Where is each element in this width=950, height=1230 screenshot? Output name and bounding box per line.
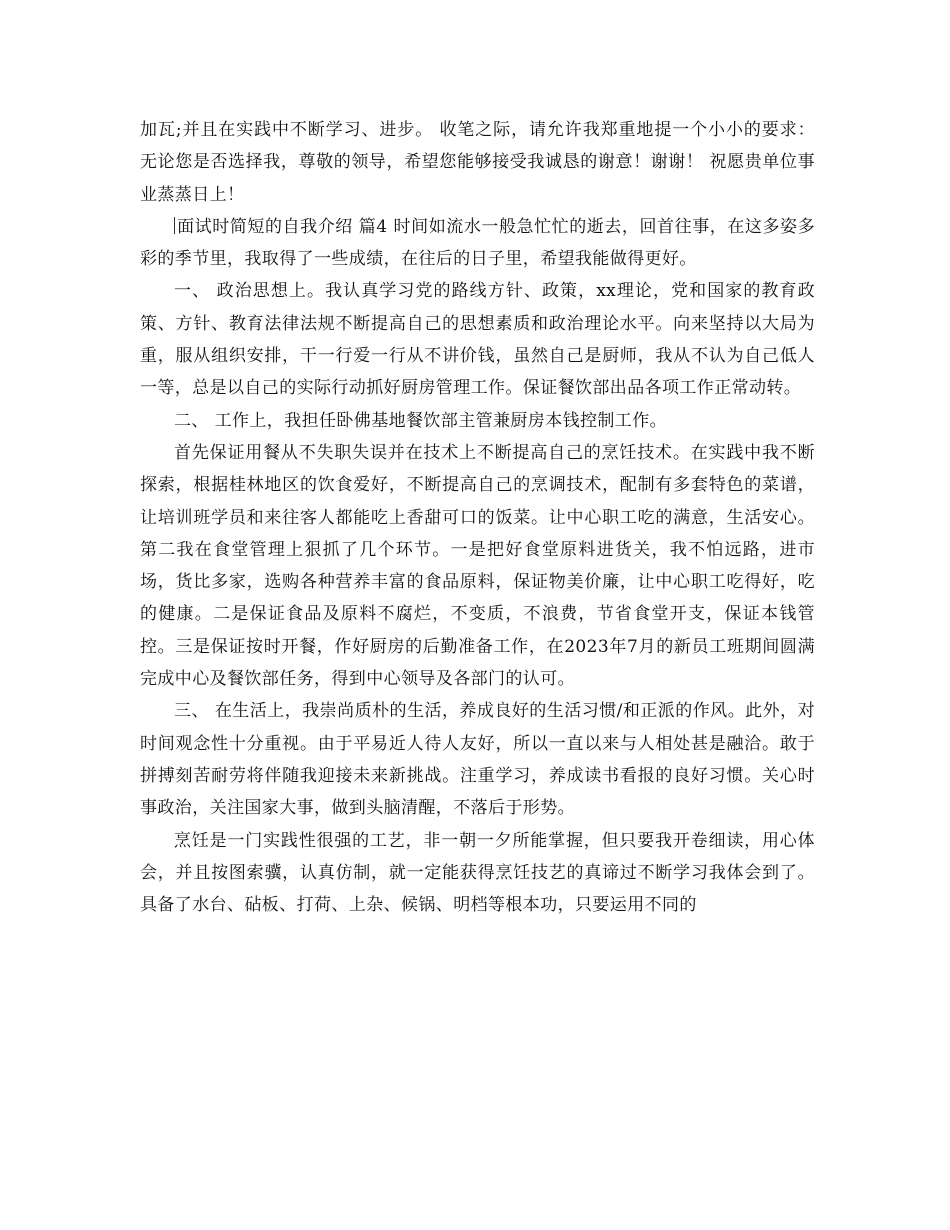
paragraph-cooking: 烹饪是一门实践性很强的工艺，非一朝一夕所能掌握，但只要我开卷细读，用心体会，并且按图索骥，认真仿制，就一定能获得烹饪技艺的真谛过不断学习我体会到了。具备了水台、砧板、打荷、上杂、候锅、明档等根本功，只要运用不同的	[140, 830, 815, 916]
paragraph-politics: 一、 政治思想上。我认真学习党的路线方针、政策，xx理论，党和国家的教育政策、方针、教育法律法规不断提高自己的思想素质和政治理论水平。向来坚持以大局为重，服从组织安排，干一行爱一行从不讲价钱，虽然自己是厨师，我从不认为自己低人一等，总是以自己的实际行动抓好厨房管理工作。保证餐饮部出品各项工作正常动转。	[140, 281, 815, 399]
paragraph-work-heading: 二、 工作上，我担任卧佛基地餐饮部主管兼厨房本钱控制工作。	[174, 410, 668, 431]
paragraph-intro	[140, 211, 815, 276]
paragraph-closing: 加瓦;并且在实践中不断学习、进步。 收笔之际，请允许我郑重地提一个小小的要求： 无论您是否选择我，尊敬的领导，希望您能够接受我诚恳的谢意！谢谢！ 祝愿贵单位事业蒸蒸日上！	[140, 120, 815, 205]
paragraph-work-detail: 首先保证用餐从不失职失误并在技术上不断提高自己的烹饪技术。在实践中我不断探索，根据桂林地区的饮食爱好，不断提高自己的烹调技术，配制有多套特色的菜谱，让培训班学员和来往客人都能吃上香甜可口的饭菜。让中心职工吃的满意，生活安心。第二我在食堂管理上狠抓了几个环节。一是把好食堂原料进货关，我不怕远路，进市场，货比多家，选购各种营养丰富的食品原料，保证物美价廉，让中心职工吃得好，吃的健康。二是保证食品及原料不腐烂，不变质，不浪费，节省食堂开支，保证本钱管控。三是保证按时开餐，作好厨房的后勤准备工作，在2023年7月的新员工班期间圆满完成中心及餐饮部任务，得到中心领导及各部门的认可。	[140, 442, 815, 690]
document-page	[140, 114, 815, 921]
text-cursor-marker	[174, 217, 175, 234]
paragraph-intro-text: 面试时简短的自我介绍 篇4 时间如流水一般急忙忙的逝去，回首往事，在这多姿多彩的季节里，我取得了一些成绩，在往后的日子里，希望我能做得更好。	[140, 216, 815, 270]
paragraph-life: 三、 在生活上，我崇尚质朴的生活，养成良好的生活习惯/和正派的作风。此外，对时间观念性十分重视。由于平易近人待人友好，所以一直以来与人相处甚是融洽。敢于拼搏刻苦耐劳将伴随我迎接未来新挑战。注重学习，养成读书看报的良好习惯。关心时事政治，关注国家大事，做到头脑清醒，不落后于形势。	[140, 701, 815, 819]
